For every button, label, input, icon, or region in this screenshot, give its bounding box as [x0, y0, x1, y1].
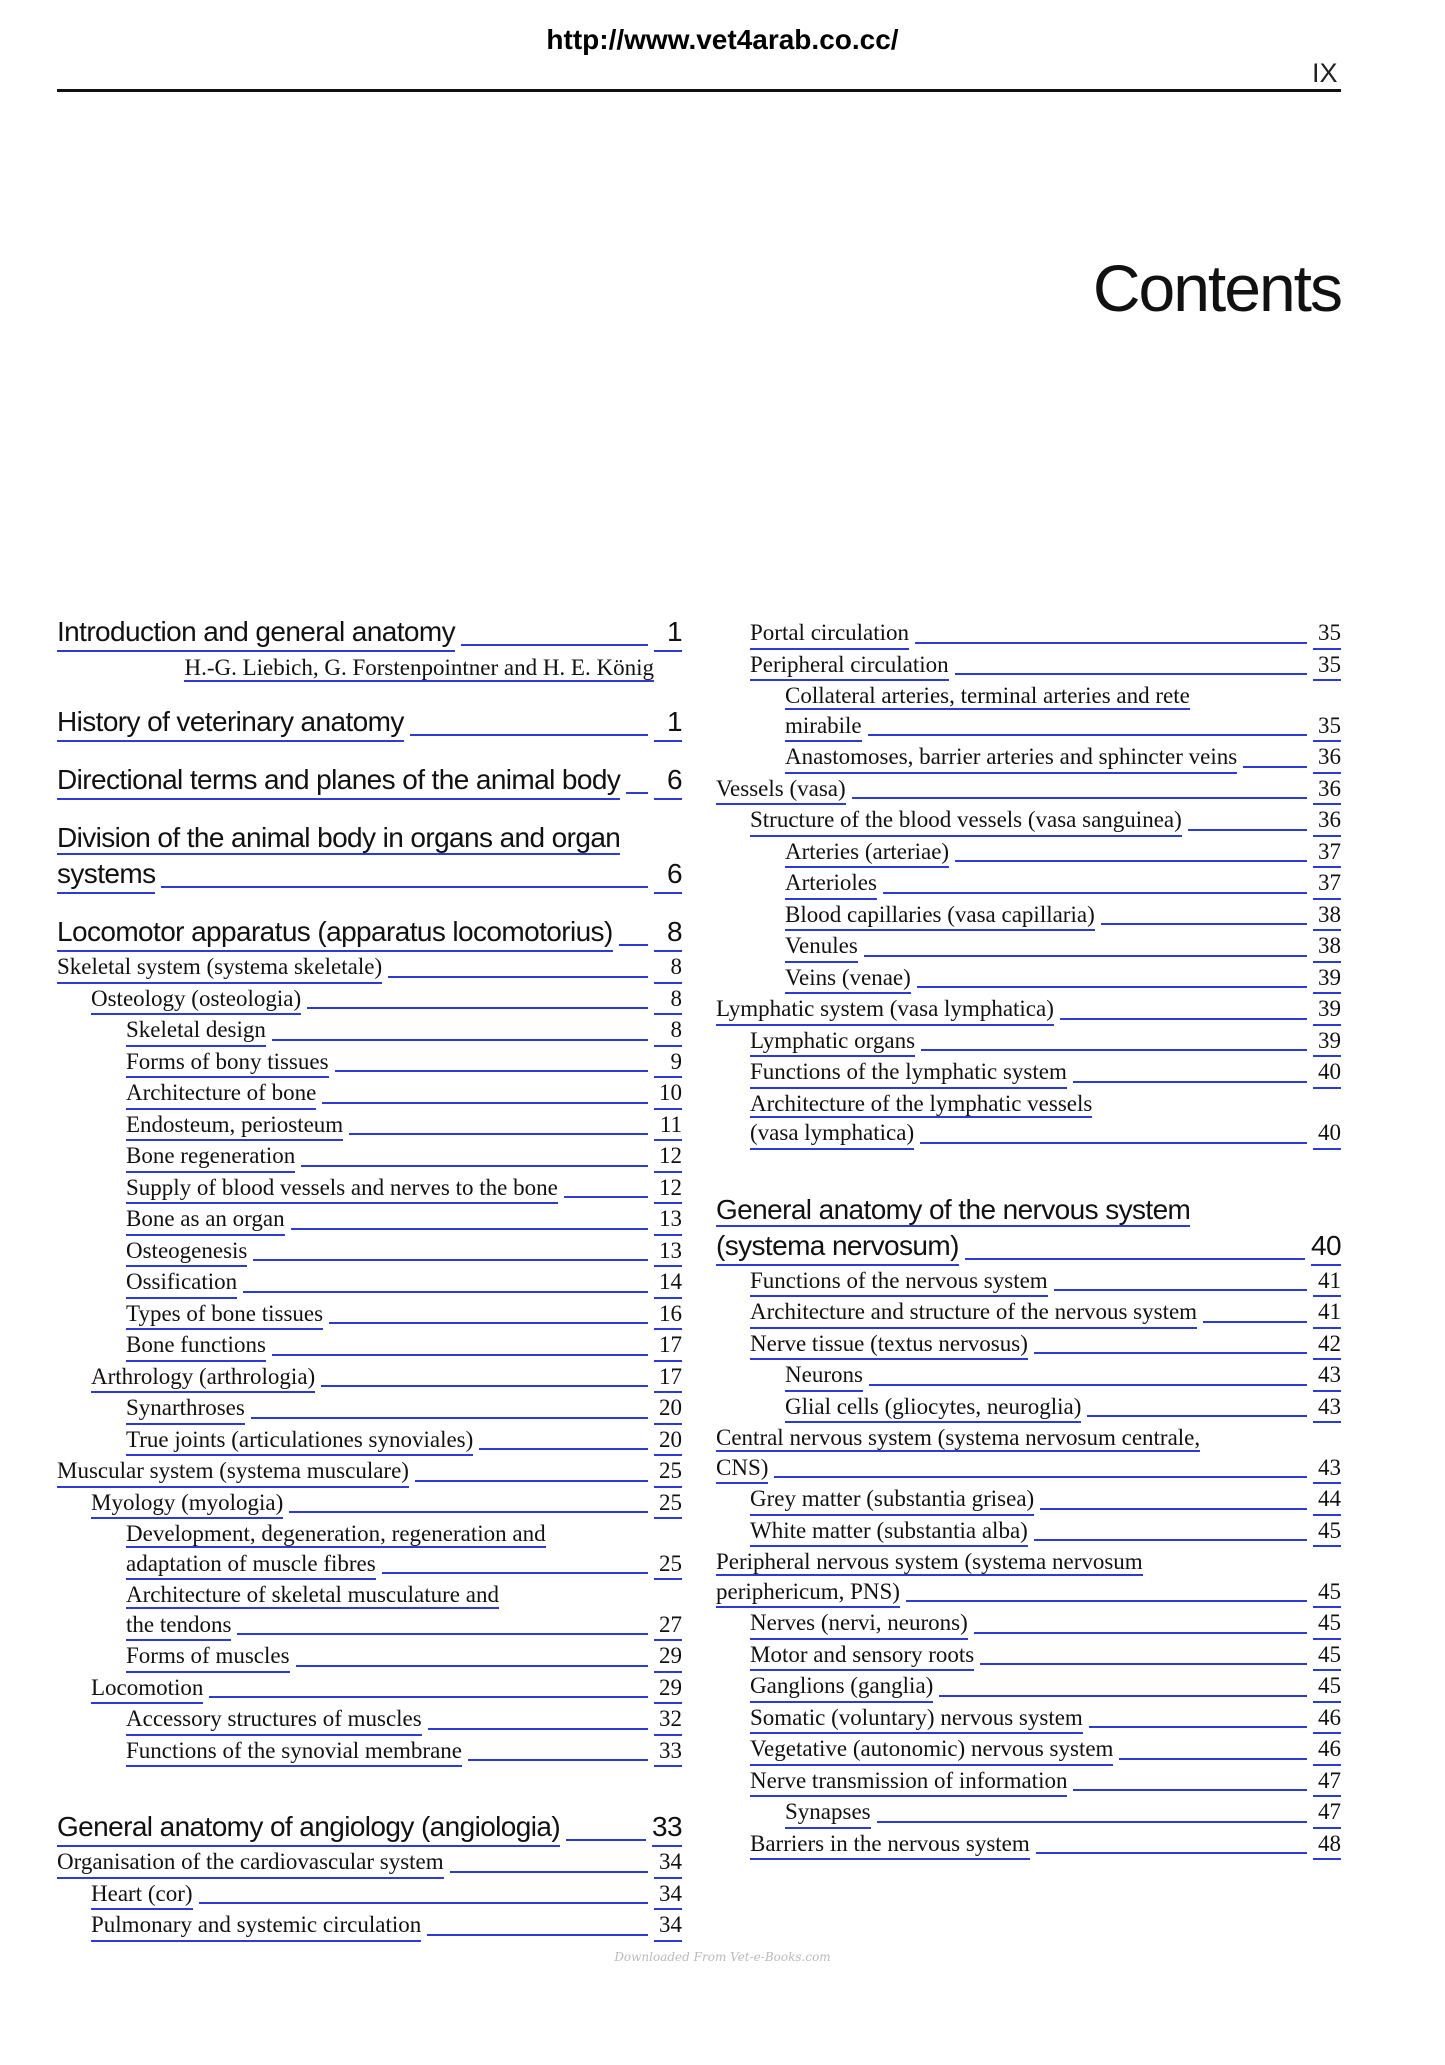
toc-entry-text[interactable]: Architecture of skeletal musculature and: [126, 1582, 499, 1607]
toc-entry-text[interactable]: Organisation of the cardiovascular system: [57, 1847, 444, 1879]
toc-page-number[interactable]: 47: [1313, 1797, 1341, 1829]
toc-page-number[interactable]: 35: [1313, 618, 1341, 650]
toc-leader-line: [906, 1600, 1307, 1602]
toc-page-number[interactable]: 39: [1313, 963, 1341, 995]
toc-entry[interactable]: [57, 1580, 682, 1641]
toc-page-number[interactable]: 12: [654, 1173, 682, 1205]
toc-leader-line: [1101, 923, 1307, 925]
toc-leader-line: [1040, 1508, 1307, 1510]
toc-right-column: [716, 618, 1341, 1860]
toc-entry[interactable]: [57, 1847, 682, 1879]
page-number: IX: [1312, 58, 1338, 88]
toc-leader-line: [619, 944, 648, 946]
toc-entry[interactable]: [716, 1516, 1341, 1548]
toc-leader-line: [915, 642, 1307, 644]
toc-entry-text-continued[interactable]: adaptation of muscle fibres: [126, 1549, 376, 1581]
toc-entry[interactable]: [57, 1141, 682, 1173]
toc-entry[interactable]: [716, 742, 1341, 774]
toc-entry[interactable]: [57, 1704, 682, 1736]
toc-leader-line: [479, 1448, 648, 1450]
toc-leader-line: [322, 1102, 648, 1104]
toc-entry-text[interactable]: Nerve tissue (textus nervosus): [750, 1329, 1028, 1361]
toc-author-line[interactable]: [57, 652, 682, 684]
toc-entry[interactable]: [716, 900, 1341, 932]
toc-entry-text[interactable]: Nerve transmission of information: [750, 1766, 1067, 1798]
toc-page-number[interactable]: 44: [1313, 1484, 1341, 1516]
toc-entry-text-continued[interactable]: systems: [57, 856, 155, 894]
toc-entry-text[interactable]: Lymphatic system (vasa lymphatica): [716, 994, 1054, 1026]
toc-entry-text[interactable]: General anatomy of the nervous system: [716, 1193, 1191, 1225]
toc-page-number[interactable]: 40: [1313, 1118, 1341, 1150]
toc-entry-text[interactable]: White matter (substantia alba): [750, 1516, 1028, 1548]
toc-page-number[interactable]: 43: [1313, 1392, 1341, 1424]
toc-entry[interactable]: [716, 868, 1341, 900]
toc-entry[interactable]: [716, 1547, 1341, 1608]
page-title: Contents: [1092, 251, 1341, 325]
toc-page-number[interactable]: 17: [654, 1330, 682, 1362]
toc-entry-text[interactable]: Glial cells (gliocytes, neuroglia): [785, 1392, 1081, 1424]
toc-page-number[interactable]: 36: [1313, 742, 1341, 774]
toc-entry[interactable]: [57, 1519, 682, 1580]
toc-leader-line: [461, 644, 648, 646]
toc-entry-text[interactable]: Osteology (osteologia): [91, 984, 301, 1016]
toc-leader-line: [852, 797, 1307, 799]
toc-page-number[interactable]: 40: [1313, 1057, 1341, 1089]
toc-entry-text[interactable]: Types of bone tissues: [126, 1299, 323, 1331]
toc-entry[interactable]: [716, 963, 1341, 995]
toc-entry[interactable]: [716, 1734, 1341, 1766]
toc-entry[interactable]: [57, 1015, 682, 1047]
toc-entry[interactable]: [57, 1673, 682, 1705]
toc-page-number[interactable]: 16: [654, 1299, 682, 1331]
toc-entry-text[interactable]: Synapses: [785, 1797, 871, 1829]
toc-entry-text[interactable]: Skeletal system (systema skeletale): [57, 952, 382, 984]
toc-page-number[interactable]: 35: [1313, 650, 1341, 682]
toc-page-number[interactable]: 34: [654, 1847, 682, 1879]
toc-entry[interactable]: [716, 1057, 1341, 1089]
toc-leader-line: [774, 1476, 1307, 1478]
toc-entry[interactable]: [57, 1910, 682, 1942]
toc-entry-text[interactable]: Arthrology (arthrologia): [91, 1362, 315, 1394]
toc-heading[interactable]: [57, 762, 682, 800]
toc-entry-text[interactable]: Accessory structures of muscles: [126, 1704, 422, 1736]
toc-entry-text[interactable]: Blood capillaries (vasa capillaria): [785, 900, 1095, 932]
toc-leader-line: [1243, 766, 1307, 768]
toc-entry-text[interactable]: Arteries (arteriae): [785, 837, 949, 869]
toc-entry[interactable]: [716, 774, 1341, 806]
toc-page-number[interactable]: 39: [1313, 994, 1341, 1026]
toc-entry-text[interactable]: Forms of bony tissues: [126, 1047, 329, 1079]
toc-leader-line: [307, 1007, 648, 1009]
toc-page-number[interactable]: 6: [654, 856, 682, 894]
toc-leader-line: [1073, 1789, 1307, 1791]
toc-entry[interactable]: [716, 805, 1341, 837]
toc-entry-text[interactable]: Arterioles: [785, 868, 877, 900]
toc-leader-line: [980, 1663, 1307, 1665]
toc-entry[interactable]: [716, 1266, 1341, 1298]
toc-leader-line: [237, 1633, 648, 1635]
toc-heading[interactable]: [716, 1192, 1341, 1266]
toc-leader-line: [410, 734, 648, 736]
toc-leader-line: [243, 1291, 648, 1293]
toc-leader-line: [1034, 1352, 1307, 1354]
toc-leader-line: [272, 1039, 648, 1041]
toc-entry[interactable]: [57, 1641, 682, 1673]
toc-heading[interactable]: [57, 704, 682, 742]
toc-page-number[interactable]: 43: [1313, 1360, 1341, 1392]
toc-page-number[interactable]: 20: [654, 1393, 682, 1425]
toc-entry[interactable]: [716, 1766, 1341, 1798]
toc-leader-line: [209, 1696, 648, 1698]
toc-entry[interactable]: [716, 1089, 1341, 1150]
toc-entry[interactable]: [57, 1488, 682, 1520]
toc-entry[interactable]: [716, 994, 1341, 1026]
toc-entry-text[interactable]: Architecture of the lymphatic vessels: [750, 1090, 1093, 1116]
toc-page-number[interactable]: 48: [1313, 1829, 1341, 1861]
toc-leader-line: [921, 1049, 1307, 1051]
toc-page-number[interactable]: 39: [1313, 1026, 1341, 1058]
toc-page-number[interactable]: 45: [1313, 1640, 1341, 1672]
toc-page-number[interactable]: 29: [654, 1641, 682, 1673]
toc-entry[interactable]: [57, 1267, 682, 1299]
toc-leader-line: [1060, 1018, 1307, 1020]
toc-leader-line: [877, 1821, 1307, 1823]
toc-leader-line: [1087, 1415, 1307, 1417]
toc-page-number[interactable]: 41: [1313, 1297, 1341, 1329]
toc-entry[interactable]: [57, 1456, 682, 1488]
toc-entry[interactable]: [57, 1204, 682, 1236]
toc-heading[interactable]: [57, 1809, 682, 1847]
toc-page-number[interactable]: 37: [1313, 837, 1341, 869]
toc-entry[interactable]: [57, 1236, 682, 1268]
toc-page-number[interactable]: 38: [1313, 931, 1341, 963]
toc-leader-line: [427, 1934, 648, 1936]
toc-entry-text[interactable]: Development, degeneration, regeneration and: [126, 1521, 546, 1546]
toc-leader-line: [301, 1165, 648, 1167]
toc-leader-line: [626, 792, 648, 794]
toc-leader-line: [920, 1142, 1307, 1144]
toc-entry-text[interactable]: Motor and sensory roots: [750, 1640, 974, 1672]
toc-entry[interactable]: [716, 1640, 1341, 1672]
toc-page-number[interactable]: 46: [1313, 1734, 1341, 1766]
toc-entry[interactable]: [57, 1299, 682, 1331]
toc-entry-text[interactable]: Synarthroses: [126, 1393, 245, 1425]
toc-page-number[interactable]: 35: [1313, 711, 1341, 743]
toc-entry[interactable]: [57, 1173, 682, 1205]
toc-heading[interactable]: [57, 914, 682, 952]
toc-page-number[interactable]: 8: [654, 984, 682, 1016]
toc-entry[interactable]: [716, 1329, 1341, 1361]
toc-leader-line: [1188, 829, 1307, 831]
toc-entry[interactable]: [57, 1330, 682, 1362]
toc-entry[interactable]: [57, 984, 682, 1016]
toc-page-number[interactable]: 34: [654, 1879, 682, 1911]
toc-entry-text[interactable]: Bone regeneration: [126, 1141, 295, 1173]
toc-entry-text[interactable]: Architecture and structure of the nervous system: [750, 1297, 1197, 1329]
toc-entry-text[interactable]: Ganglions (ganglia): [750, 1671, 933, 1703]
toc-page-number[interactable]: 25: [654, 1549, 682, 1581]
toc-page-number[interactable]: 45: [1313, 1516, 1341, 1548]
toc-entry-text-continued[interactable]: CNS): [716, 1453, 768, 1485]
toc-entry-text-continued[interactable]: (systema nervosum): [716, 1228, 959, 1266]
toc-leader-line: [329, 1322, 648, 1324]
toc-entry[interactable]: [716, 1423, 1341, 1484]
toc-leader-line: [1036, 1852, 1307, 1854]
toc-heading[interactable]: [57, 614, 682, 652]
toc-leader-line: [917, 986, 1307, 988]
toc-page-number[interactable]: 41: [1313, 1266, 1341, 1298]
toc-entry-text[interactable]: Venules: [785, 931, 858, 963]
source-url[interactable]: http://www.vet4arab.co.cc/: [546, 24, 899, 55]
footer-watermark: Downloaded From Vet-e-Books.com: [614, 1950, 831, 1964]
toc-page-number[interactable]: 46: [1313, 1703, 1341, 1735]
toc-entry-text[interactable]: Functions of the nervous system: [750, 1266, 1048, 1298]
toc-page-number[interactable]: 11: [654, 1110, 682, 1142]
toc-page-number[interactable]: 8: [654, 952, 682, 984]
toc-entry[interactable]: [57, 952, 682, 984]
toc-entry[interactable]: [716, 837, 1341, 869]
toc-leader-line: [1203, 1321, 1307, 1323]
toc-leader-line: [869, 1384, 1307, 1386]
toc-entry-text[interactable]: Portal circulation: [750, 618, 909, 650]
toc-page-number[interactable]: 17: [654, 1362, 682, 1394]
toc-page-number[interactable]: 29: [654, 1673, 682, 1705]
toc-page-number[interactable]: 40: [1311, 1228, 1341, 1266]
toc-leader-line: [1054, 1289, 1307, 1291]
toc-page-number[interactable]: 43: [1313, 1453, 1341, 1485]
toc-entry-text[interactable]: Division of the animal body in organs and organ: [57, 822, 621, 853]
toc-entry-text-continued[interactable]: (vasa lymphatica): [750, 1118, 914, 1150]
toc-entry[interactable]: [716, 1360, 1341, 1392]
toc-entry-text[interactable]: Grey matter (substantia grisea): [750, 1484, 1034, 1516]
toc-page-number[interactable]: 42: [1313, 1329, 1341, 1361]
toc-entry[interactable]: [57, 1393, 682, 1425]
toc-page-number[interactable]: 38: [1313, 900, 1341, 932]
toc-page-number[interactable]: 36: [1313, 805, 1341, 837]
toc-entry-text[interactable]: Introduction and general anatomy: [57, 614, 455, 652]
toc-left-column: [57, 614, 682, 1942]
toc-leader-line: [382, 1572, 648, 1574]
toc-leader-line: [868, 734, 1307, 736]
toc-leader-line: [974, 1632, 1307, 1634]
toc-page-number[interactable]: 45: [1313, 1577, 1341, 1609]
toc-leader-line: [428, 1728, 648, 1730]
toc-leader-line: [253, 1259, 648, 1261]
toc-leader-line: [291, 1228, 648, 1230]
toc-page-number[interactable]: 27: [654, 1610, 682, 1642]
toc-page-number[interactable]: 33: [654, 1736, 682, 1768]
toc-page-number[interactable]: 37: [1313, 868, 1341, 900]
toc-leader-line: [349, 1133, 648, 1135]
toc-author-text[interactable]: H.-G. Liebich, G. Forstenpointner and H. E. König: [184, 655, 654, 680]
toc-entry-text-continued[interactable]: the tendons: [126, 1610, 231, 1642]
toc-leader-line: [450, 1871, 648, 1873]
toc-leader-line: [415, 1480, 648, 1482]
toc-entry-text[interactable]: Ossification: [126, 1267, 237, 1299]
toc-entry-text[interactable]: Directional terms and planes of the animal body: [57, 762, 620, 800]
toc-entry-text[interactable]: Osteogenesis: [126, 1236, 247, 1268]
toc-page-number[interactable]: 32: [654, 1704, 682, 1736]
toc-entry-text[interactable]: History of veterinary anatomy: [57, 704, 404, 742]
toc-entry[interactable]: [716, 931, 1341, 963]
toc-entry-text[interactable]: Functions of the synovial membrane: [126, 1736, 462, 1768]
toc-entry-text[interactable]: Skeletal design: [126, 1015, 266, 1047]
toc-leader-line: [955, 673, 1307, 675]
toc-entry[interactable]: [716, 1703, 1341, 1735]
toc-entry-text[interactable]: Locomotor apparatus (apparatus locomotorius): [57, 914, 613, 952]
toc-leader-line: [468, 1759, 648, 1761]
toc-entry-text[interactable]: Bone functions: [126, 1330, 266, 1362]
toc-leader-line: [566, 1839, 646, 1841]
toc-leader-line: [939, 1695, 1307, 1697]
toc-entry[interactable]: [716, 1671, 1341, 1703]
toc-leader-line: [289, 1511, 648, 1513]
toc-page-number[interactable]: 1: [654, 614, 682, 652]
toc-entry-text[interactable]: Myology (myologia): [91, 1488, 283, 1520]
toc-entry[interactable]: [57, 1425, 682, 1457]
toc-leader-line: [1119, 1758, 1307, 1760]
toc-entry-text[interactable]: Peripheral circulation: [750, 650, 949, 682]
toc-entry-text[interactable]: Vessels (vasa): [716, 774, 846, 806]
toc-leader-line: [965, 1258, 1305, 1260]
toc-entry-text[interactable]: Supply of blood vessels and nerves to the bone: [126, 1173, 558, 1205]
toc-entry-text[interactable]: Endosteum, periosteum: [126, 1110, 343, 1142]
toc-entry-text[interactable]: General anatomy of angiology (angiologia): [57, 1809, 560, 1847]
toc-entry[interactable]: [716, 1829, 1341, 1861]
toc-entry-text[interactable]: Pulmonary and systemic circulation: [91, 1910, 421, 1942]
toc-entry-text[interactable]: Barriers in the nervous system: [750, 1829, 1030, 1861]
toc-leader-line: [1034, 1539, 1307, 1541]
toc-entry[interactable]: [716, 1797, 1341, 1829]
toc-leader-line: [388, 976, 648, 978]
toc-page-number[interactable]: 20: [654, 1425, 682, 1457]
toc-leader-line: [199, 1902, 648, 1904]
toc-entry[interactable]: [57, 1362, 682, 1394]
toc-entry-text[interactable]: Heart (cor): [91, 1879, 193, 1911]
toc-page-number[interactable]: 14: [654, 1267, 682, 1299]
toc-entry-text[interactable]: Lymphatic organs: [750, 1026, 915, 1058]
toc-entry-text[interactable]: Veins (venae): [785, 963, 911, 995]
toc-page-number[interactable]: 6: [654, 762, 682, 800]
toc-leader-line: [864, 955, 1307, 957]
toc-leader-line: [161, 886, 648, 888]
toc-entry-text[interactable]: Vegetative (autonomic) nervous system: [750, 1734, 1113, 1766]
toc-page-number[interactable]: 25: [654, 1456, 682, 1488]
header-rule: [57, 89, 1341, 92]
toc-page-number[interactable]: 25: [654, 1488, 682, 1520]
toc-entry-text[interactable]: Functions of the lymphatic system: [750, 1057, 1067, 1089]
toc-page-number[interactable]: 34: [654, 1910, 682, 1942]
toc-page-number[interactable]: 47: [1313, 1766, 1341, 1798]
toc-entry-text[interactable]: Collateral arteries, terminal arteries and rete: [785, 683, 1190, 708]
toc-entry-text[interactable]: Neurons: [785, 1360, 863, 1392]
toc-heading[interactable]: [57, 820, 682, 894]
toc-entry-text[interactable]: Anastomoses, barrier arteries and sphincter veins: [785, 742, 1237, 774]
toc-entry-text[interactable]: Somatic (voluntary) nervous system: [750, 1703, 1083, 1735]
toc-entry[interactable]: [57, 1078, 682, 1110]
toc-entry-text-continued[interactable]: mirabile: [785, 711, 862, 743]
toc-leader-line: [564, 1196, 648, 1198]
toc-leader-line: [251, 1417, 648, 1419]
toc-entry-text[interactable]: Nerves (nervi, neurons): [750, 1608, 968, 1640]
toc-page-number[interactable]: 9: [654, 1047, 682, 1079]
toc-entry-text[interactable]: Forms of muscles: [126, 1641, 290, 1673]
toc-leader-line: [335, 1070, 648, 1072]
toc-entry[interactable]: [716, 1484, 1341, 1516]
toc-entry-text[interactable]: Bone as an organ: [126, 1204, 285, 1236]
toc-page-number[interactable]: 12: [654, 1141, 682, 1173]
toc-leader-line: [883, 892, 1307, 894]
toc-entry-text[interactable]: True joints (articulationes synoviales): [126, 1425, 473, 1457]
toc-entry-text[interactable]: Peripheral nervous system (systema nervosum: [716, 1549, 1143, 1574]
toc-page-number[interactable]: 10: [654, 1078, 682, 1110]
toc-page-number[interactable]: 33: [652, 1809, 682, 1847]
toc-entry[interactable]: [716, 1392, 1341, 1424]
toc-entry[interactable]: [716, 1297, 1341, 1329]
toc-page-number[interactable]: 13: [654, 1204, 682, 1236]
toc-page-number[interactable]: 13: [654, 1236, 682, 1268]
toc-entry[interactable]: [57, 1736, 682, 1768]
toc-page-number[interactable]: 8: [654, 1015, 682, 1047]
toc-entry[interactable]: [716, 681, 1341, 742]
toc-entry[interactable]: [716, 618, 1341, 650]
toc-page-number[interactable]: 36: [1313, 774, 1341, 806]
toc-leader-line: [296, 1665, 648, 1667]
toc-entry-text[interactable]: Structure of the blood vessels (vasa sanguinea): [750, 805, 1182, 837]
toc-leader-line: [1089, 1726, 1307, 1728]
toc-entry[interactable]: [57, 1110, 682, 1142]
toc-leader-line: [321, 1385, 648, 1387]
toc-leader-line: [955, 860, 1307, 862]
toc-page-number[interactable]: 45: [1313, 1671, 1341, 1703]
toc-leader-line: [1073, 1081, 1307, 1083]
toc-entry-text-continued[interactable]: periphericum, PNS): [716, 1577, 900, 1609]
toc-entry-text[interactable]: Central nervous system (systema nervosum centrale,: [716, 1425, 1201, 1450]
toc-entry[interactable]: [716, 650, 1341, 682]
toc-page-number[interactable]: 1: [654, 704, 682, 742]
toc-entry[interactable]: [57, 1047, 682, 1079]
toc-page-number[interactable]: 8: [654, 914, 682, 952]
toc-entry-text[interactable]: Architecture of bone: [126, 1078, 316, 1110]
toc-entry-text[interactable]: Muscular system (systema musculare): [57, 1456, 409, 1488]
toc-entry[interactable]: [716, 1026, 1341, 1058]
toc-page-number[interactable]: 45: [1313, 1608, 1341, 1640]
toc-leader-line: [272, 1354, 648, 1356]
toc-entry[interactable]: [57, 1879, 682, 1911]
toc-entry-text[interactable]: Locomotion: [91, 1673, 203, 1705]
toc-entry[interactable]: [716, 1608, 1341, 1640]
